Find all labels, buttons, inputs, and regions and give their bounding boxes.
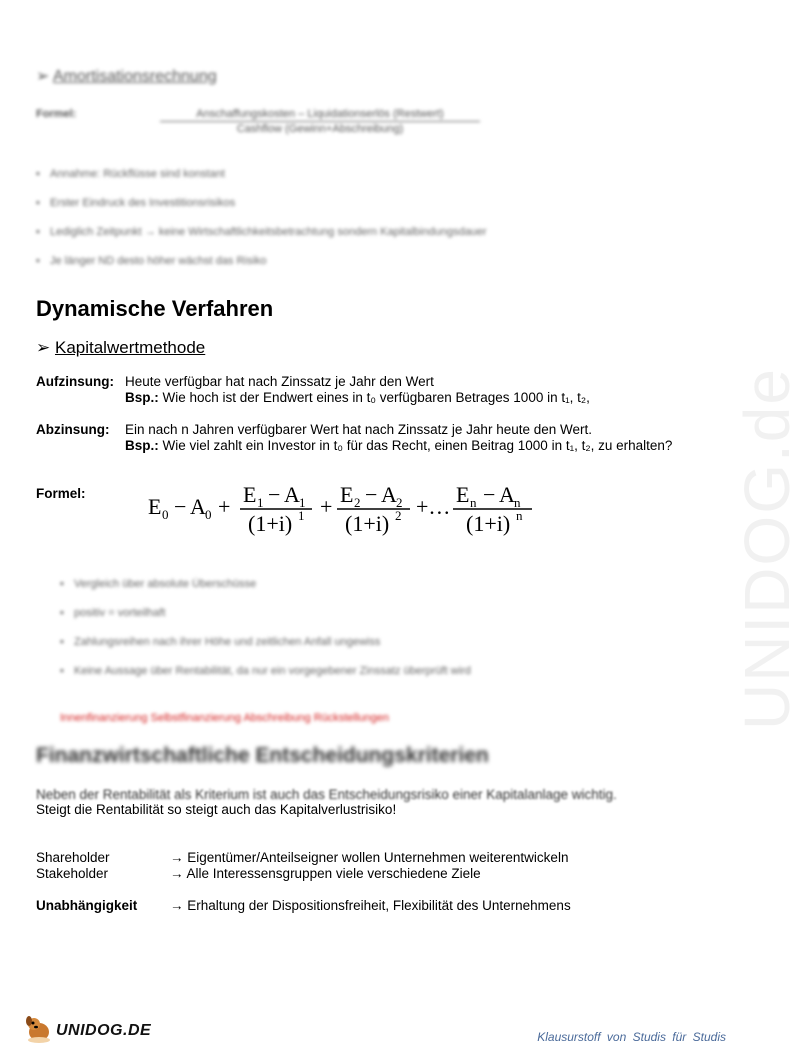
svg-text:E: E: [243, 482, 257, 507]
stakeholder-label: Stakeholder: [36, 866, 109, 881]
svg-text:n: n: [514, 495, 521, 510]
list-item: ▪ Annahme: Rückflüsse sind konstant: [36, 168, 225, 180]
bsp-text: Wie hoch ist der Endwert eines in t₀ verfügbaren Betrages 1000 in t₁, t₂,: [162, 390, 590, 405]
svg-text:(1+i): (1+i): [248, 511, 293, 536]
amortisation-heading: [36, 66, 217, 86]
svg-text:(1+i): (1+i): [345, 511, 390, 536]
amortisation-denominator: Cashflow (Gewinn+Abschreibung): [236, 123, 404, 135]
finance-line: Steigt die Rentabilität so steigt auch das Kapitalverlustrisiko!: [36, 802, 397, 817]
dog-icon: [22, 1012, 56, 1046]
svg-text:E: E: [340, 482, 354, 507]
amortisation-heading-text: Amortisationsrechnung: [52, 68, 217, 85]
subheading: [36, 338, 205, 358]
svg-text:2: 2: [395, 508, 402, 523]
watermark: [682, 270, 803, 750]
formula-svg: [148, 476, 548, 538]
list-item: ▪ Vergleich über absolute Überschüsse: [60, 578, 257, 590]
abzinsung-text: Ein nach n Jahren verfügbarer Wert hat nach Zinssatz je Jahr heute den Wert.: [125, 422, 593, 437]
svg-text:0: 0: [162, 507, 169, 522]
red-note: Innenfinanzierung Selbstfinanzierung Abschreibung Rückstellungen: [60, 712, 390, 724]
list-item: ▪ Je länger ND desto höher wächst das Risiko: [36, 255, 267, 267]
bsp-label: Bsp.:: [125, 438, 159, 453]
abzinsung-label: Abzinsung:: [36, 422, 110, 437]
list-item: ▪ positiv = vorteilhaft: [60, 607, 166, 619]
list-item: ▪ Zahlungsreihen nach ihrer Höhe und zeitlichen Anfall ungewiss: [60, 636, 381, 648]
stakeholder-text: → Alle Interessensgruppen viele verschiedene Ziele: [170, 866, 481, 881]
svg-text:−: −: [268, 482, 281, 507]
svg-text:1: 1: [298, 508, 305, 523]
svg-text:A: A: [381, 482, 397, 507]
finance-title: Finanzwirtschaftliche Entscheidungskriterien: [36, 744, 489, 767]
list-item: ▪ Keine Aussage über Rentabilität, da nur ein vorgegebener Zinssatz überprüft wird: [60, 665, 471, 677]
unidog-logo: [22, 1012, 162, 1046]
amortisation-numerator: Anschaffungskosten – Liquidationserlös (Restwert): [196, 108, 444, 120]
svg-text:n: n: [470, 495, 477, 510]
bsp-label: Bsp.:: [125, 390, 159, 405]
svg-text:(1+i): (1+i): [466, 511, 511, 536]
svg-text:+: +: [218, 494, 231, 519]
svg-text:A: A: [190, 494, 206, 519]
unabhaengigkeit-label: Unabhängigkeit: [36, 898, 138, 913]
svg-text:−: −: [174, 494, 187, 519]
svg-text:1: 1: [299, 495, 306, 510]
abzinsung-example: [125, 438, 672, 454]
shareholder-text: → Eigentümer/Anteilseigner wollen Unternehmen weiterentwickeln: [170, 850, 569, 865]
list-item: ▪ Lediglich Zeitpunkt → keine Wirtschaftlichkeitsbetrachtung sondern Kapitalbindungsdauer: [36, 226, 487, 238]
svg-text:A: A: [284, 482, 300, 507]
svg-text:E: E: [148, 494, 162, 519]
arrow-bullet-icon: ➢: [36, 338, 51, 357]
svg-text:+…: +…: [416, 494, 451, 519]
watermark-text: UNIDOG.de: [731, 367, 803, 730]
svg-text:+: +: [320, 494, 333, 519]
kapitalwert-formula: [148, 476, 548, 543]
svg-text:E: E: [456, 482, 470, 507]
logo-text: UNIDOG.DE: [56, 1022, 152, 1039]
svg-text:−: −: [365, 482, 378, 507]
finance-blur-line: Neben der Rentabilität als Kriterium ist auch das Entscheidungsrisiko einer Kapitalanlage wichtig.: [36, 787, 617, 802]
footer-slogan: Klausurstoff von Studis für Studis: [537, 1030, 726, 1044]
svg-text:2: 2: [396, 495, 403, 510]
svg-text:1: 1: [257, 495, 264, 510]
svg-text:−: −: [483, 482, 496, 507]
unabhaengigkeit-text: → Erhaltung der Dispositionsfreiheit, Flexibilität des Unternehmens: [170, 898, 571, 913]
svg-text:A: A: [499, 482, 515, 507]
amortisation-formula-label: Formel:: [36, 108, 77, 120]
svg-text:n: n: [516, 508, 523, 523]
aufzinsung-example: [125, 390, 590, 406]
formula-label: Formel:: [36, 486, 86, 501]
shareholder-label: Shareholder: [36, 850, 110, 865]
arrow-bullet-icon: ➢: [36, 68, 50, 85]
aufzinsung-text: Heute verfügbar hat nach Zinssatz je Jahr den Wert: [125, 374, 434, 389]
amortisation-formula: [160, 108, 480, 135]
bsp-text: Wie viel zahlt ein Investor in t₀ für das Recht, einen Beitrag 1000 in t₁, t₂, zu erhalten?: [162, 438, 673, 453]
svg-text:2: 2: [354, 495, 361, 510]
section-title: Dynamische Verfahren: [36, 296, 274, 321]
list-item: ▪ Erster Eindruck des Investitionsrisikos: [36, 197, 236, 209]
subheading-text: Kapitalwertmethode: [54, 338, 206, 357]
aufzinsung-label: Aufzinsung:: [36, 374, 114, 389]
svg-text:0: 0: [205, 507, 212, 522]
fraction-line: [160, 121, 480, 122]
